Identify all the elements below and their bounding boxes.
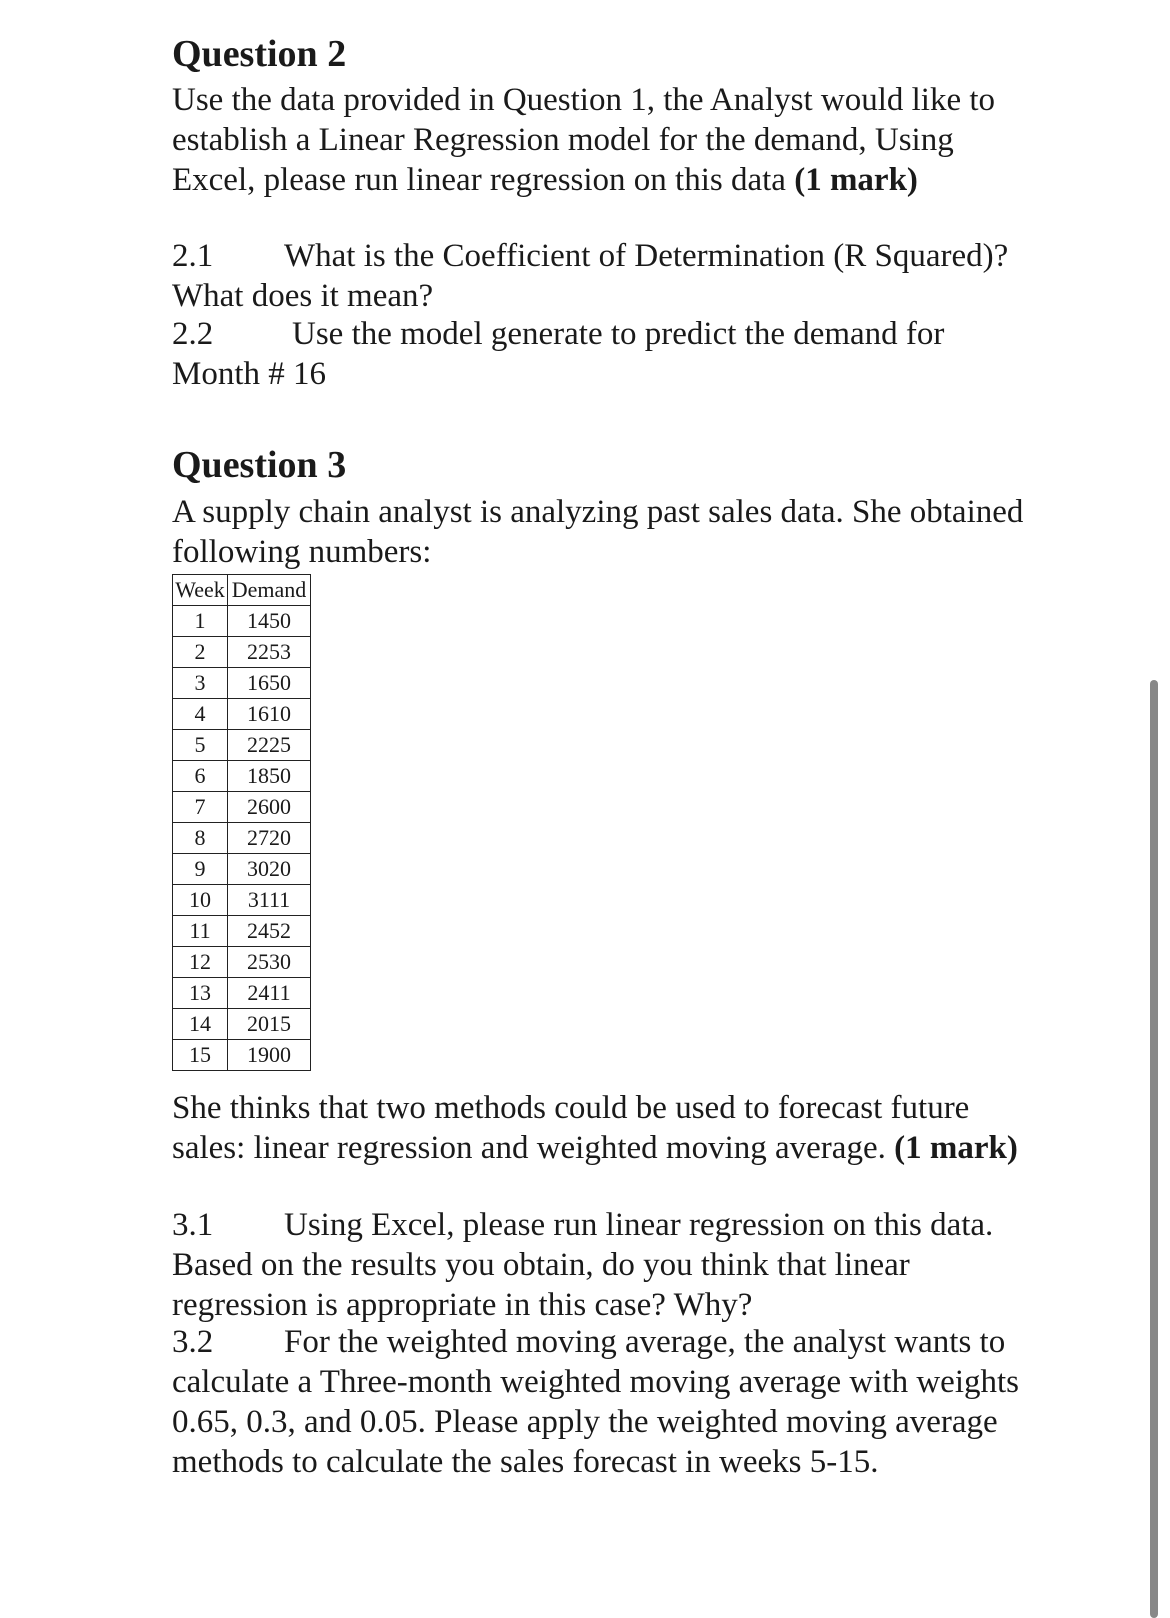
column-header-demand: Demand: [228, 575, 311, 606]
week-cell: 10: [173, 885, 228, 916]
table-row: [173, 823, 311, 854]
item-number: 3.1: [172, 1207, 214, 1243]
item-line: Month # 16: [172, 356, 327, 392]
week-cell: 1: [173, 606, 228, 637]
table-row: [173, 792, 311, 823]
item-text: What is the Coefficient of Determination (R Squared)?: [284, 238, 1009, 274]
intro-line: A supply chain analyst is analyzing past sales data. She obtained: [172, 494, 1024, 530]
table-row: [173, 606, 311, 637]
demand-cell: 2015: [228, 1009, 311, 1040]
item-line: What does it mean?: [172, 278, 434, 314]
methods-line: [172, 1128, 1018, 1168]
table-row: [173, 947, 311, 978]
item-line: 0.65, 0.3, and 0.05. Please apply the weighted moving average: [172, 1404, 998, 1440]
question-3-heading: Question 3: [172, 444, 347, 486]
table-row: [173, 699, 311, 730]
question-2-1: [172, 236, 1008, 316]
demand-cell: 2530: [228, 947, 311, 978]
demand-cell: 1450: [228, 606, 311, 637]
item-line: methods to calculate the sales forecast in weeks 5-15.: [172, 1444, 879, 1480]
question-2-intro: [172, 80, 995, 200]
demand-cell: 1900: [228, 1040, 311, 1071]
question-3-2: [172, 1322, 1019, 1482]
demand-cell: 2600: [228, 792, 311, 823]
item-line: regression is appropriate in this case? Why?: [172, 1287, 753, 1323]
question-2-heading: Question 2: [172, 33, 347, 75]
item-text: For the weighted moving average, the analyst wants to: [284, 1324, 1006, 1360]
table-row: [173, 1009, 311, 1040]
intro-line: establish a Linear Regression model for the demand, Using: [172, 122, 954, 158]
intro-line: Use the data provided in Question 1, the Analyst would like to: [172, 82, 996, 118]
column-header-week: Week: [173, 575, 228, 606]
item-line: [172, 1322, 1019, 1362]
item-number: 2.2: [172, 316, 214, 352]
week-cell: 13: [173, 978, 228, 1009]
demand-table-body: [173, 606, 311, 1071]
demand-cell: 3020: [228, 854, 311, 885]
vertical-scrollbar[interactable]: [1150, 680, 1158, 1618]
item-text: Use the model generate to predict the demand for: [292, 316, 945, 352]
week-cell: 14: [173, 1009, 228, 1040]
week-cell: 6: [173, 761, 228, 792]
item-line: [172, 1205, 993, 1245]
item-text: Using Excel, please run linear regression on this data.: [284, 1207, 994, 1243]
week-cell: 4: [173, 699, 228, 730]
demand-cell: 2720: [228, 823, 311, 854]
demand-cell: 3111: [228, 885, 311, 916]
demand-cell: 1650: [228, 668, 311, 699]
table-row: [173, 637, 311, 668]
week-cell: 9: [173, 854, 228, 885]
demand-table: [172, 574, 311, 1071]
demand-cell: 2225: [228, 730, 311, 761]
table-row: [173, 730, 311, 761]
item-line: [172, 314, 944, 354]
intro-line: following numbers:: [172, 534, 432, 570]
question-2-2: [172, 314, 944, 394]
mark-label: (1 mark): [794, 162, 918, 198]
intro-line: [172, 160, 995, 200]
item-line: Based on the results you obtain, do you think that linear: [172, 1247, 910, 1283]
intro-text: Excel, please run linear regression on this data: [172, 162, 795, 198]
table-row: [173, 978, 311, 1009]
table-row: [173, 854, 311, 885]
week-cell: 8: [173, 823, 228, 854]
methods-text: sales: linear regression and weighted moving average.: [172, 1130, 895, 1166]
table-row: [173, 1040, 311, 1071]
question-3-1: [172, 1205, 993, 1325]
week-cell: 5: [173, 730, 228, 761]
demand-cell: 1610: [228, 699, 311, 730]
item-line: [172, 236, 1008, 276]
methods-paragraph: [172, 1088, 1018, 1168]
question-3-intro: [172, 492, 1023, 572]
week-cell: 11: [173, 916, 228, 947]
week-cell: 3: [173, 668, 228, 699]
table-row: [173, 916, 311, 947]
table-row: [173, 668, 311, 699]
week-cell: 7: [173, 792, 228, 823]
demand-cell: 2452: [228, 916, 311, 947]
table-row: [173, 885, 311, 916]
item-line: calculate a Three-month weighted moving average with weights: [172, 1364, 1020, 1400]
mark-label: (1 mark): [894, 1130, 1018, 1166]
demand-cell: 1850: [228, 761, 311, 792]
table-header-row: [173, 575, 311, 606]
methods-line: She thinks that two methods could be used to forecast future: [172, 1090, 970, 1126]
item-number: 2.1: [172, 238, 214, 274]
week-cell: 12: [173, 947, 228, 978]
demand-cell: 2411: [228, 978, 311, 1009]
week-cell: 15: [173, 1040, 228, 1071]
table-row: [173, 761, 311, 792]
week-cell: 2: [173, 637, 228, 668]
item-number: 3.2: [172, 1324, 214, 1360]
demand-cell: 2253: [228, 637, 311, 668]
